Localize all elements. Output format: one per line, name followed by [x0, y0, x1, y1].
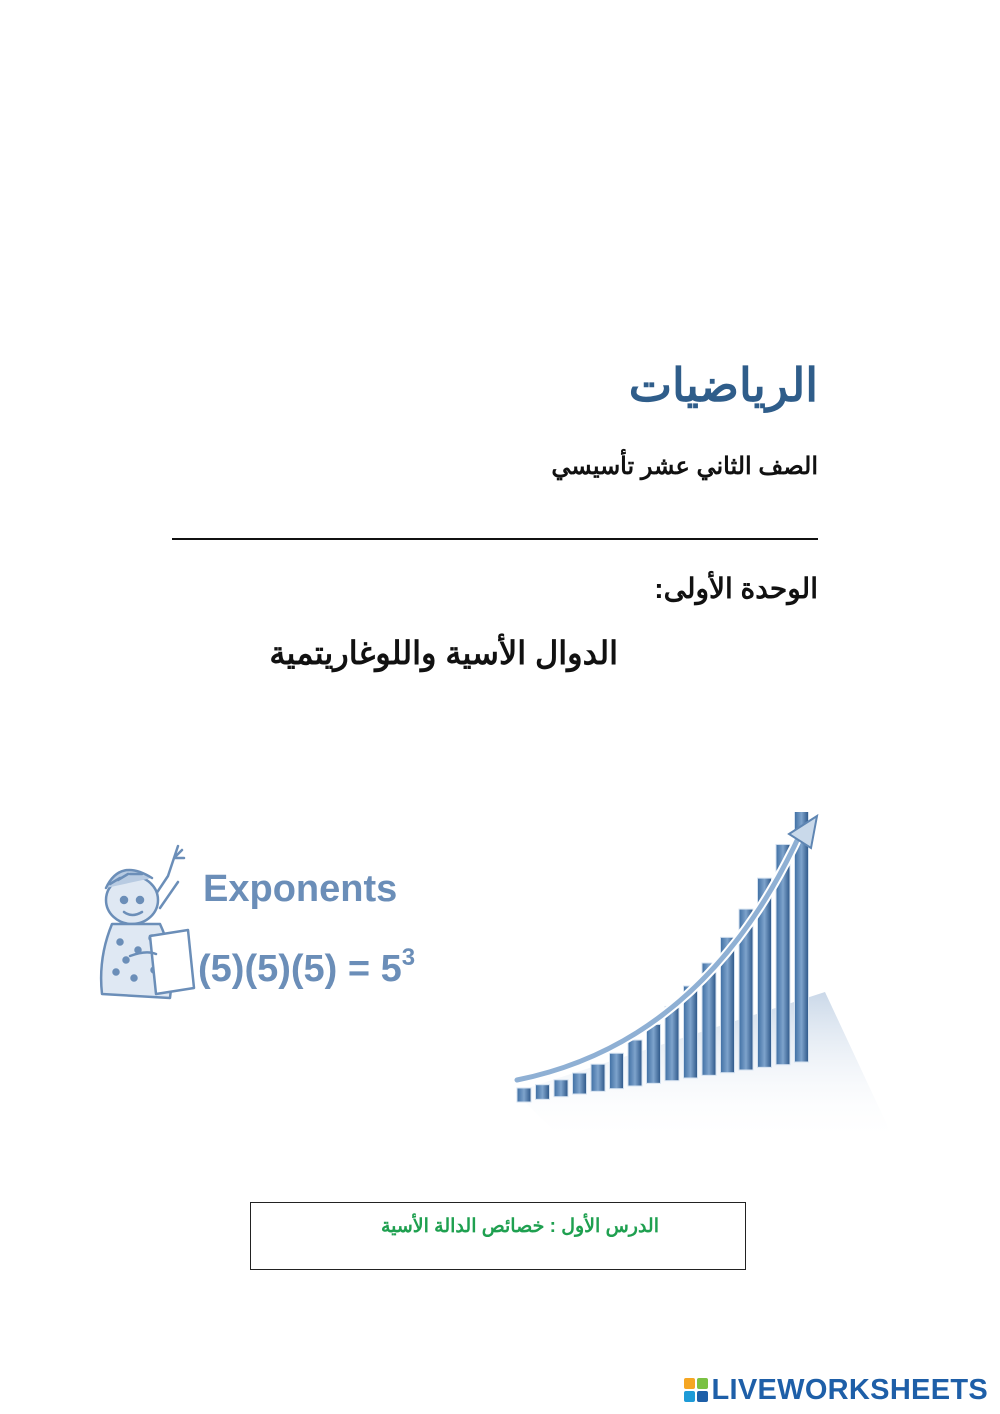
- lesson-box: [250, 1202, 746, 1270]
- formula-exponent: 3: [401, 944, 416, 971]
- exponents-formula: [198, 944, 415, 991]
- growth-bar: [647, 1024, 661, 1083]
- liveworksheets-logo-icon: [683, 1377, 709, 1403]
- growth-bar: [628, 1040, 642, 1086]
- growth-bar: [610, 1053, 624, 1088]
- liveworksheets-brand[interactable]: [683, 1374, 989, 1406]
- growth-bar: [591, 1064, 605, 1091]
- divider-line: [172, 538, 818, 540]
- growth-bar: [573, 1073, 587, 1094]
- brand-name: LIVEWORKSHEETS: [711, 1373, 988, 1406]
- growth-chart-graphic: [505, 812, 895, 1152]
- formula-base: (5)(5)(5) = 5: [198, 948, 402, 990]
- growth-bar: [517, 1088, 531, 1102]
- unit-title: الدوال الأسية واللوغاريتمية: [269, 635, 618, 671]
- grade-level: الصف الثاني عشر تأسيسي: [551, 453, 818, 480]
- growth-bar: [665, 1006, 679, 1080]
- subject-title: الرياضيات: [628, 359, 818, 411]
- exponents-word: Exponents: [203, 868, 398, 910]
- lesson-title: الدرس الأول : خصائص الدالة الأسية: [380, 1216, 659, 1237]
- growth-bar: [554, 1080, 568, 1097]
- unit-label: الوحدة الأولى:: [654, 573, 818, 604]
- growth-bar: [536, 1085, 550, 1100]
